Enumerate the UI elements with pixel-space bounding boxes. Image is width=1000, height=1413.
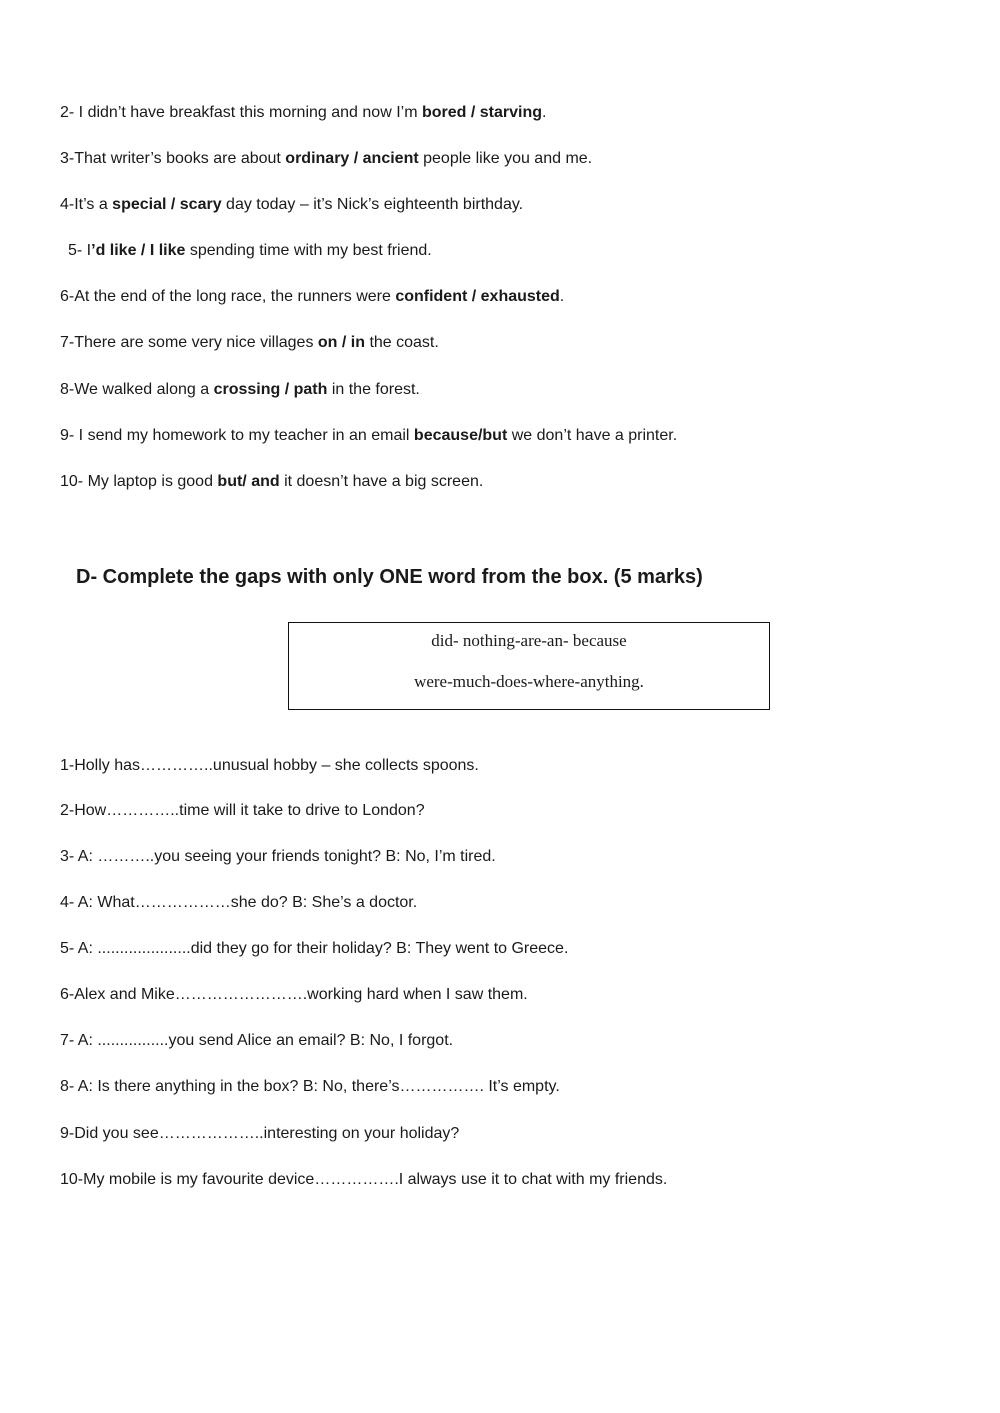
exercise-d-item-3: 3- A: ………..you seeing your friends tonight? B: No, I’m tired.: [60, 848, 496, 865]
item-text: people like you and me.: [418, 150, 593, 167]
item-text: 9- I send my homework to my teacher in an email: [60, 427, 414, 444]
exercise-c-item-3: [60, 149, 592, 169]
item-text: .: [559, 288, 565, 305]
exercise-c-item-2: [60, 103, 546, 123]
item-text: 6-At the end of the long race, the runners were: [60, 288, 396, 305]
item-choice: because/but: [413, 427, 508, 444]
section-d-heading: D- Complete the gaps with only ONE word from the box. (5 marks): [76, 566, 703, 588]
item-text: we don’t have a printer.: [507, 427, 678, 444]
item-choice: bored / starving: [421, 104, 542, 121]
word-box: [288, 622, 770, 710]
item-text: 2- I didn’t have breakfast this morning and now I’m: [60, 104, 422, 121]
item-text: day today – it’s Nick’s eighteenth birthday.: [221, 196, 524, 213]
exercise-d-item-9: 9-Did you see………………..interesting on your holiday?: [60, 1125, 460, 1142]
exercise-d-item-2: 2-How…………..time will it take to drive to London?: [60, 802, 425, 819]
exercise-d-item-1: 1-Holly has…………..unusual hobby – she collects spoons.: [60, 757, 479, 774]
item-text: 7-There are some very nice villages: [60, 334, 318, 351]
item-text: 10- My laptop is good: [60, 473, 218, 490]
item-text: spending time with my best friend.: [185, 242, 432, 259]
exercise-c-item-9: [60, 426, 677, 446]
item-choice: ordinary / ancient: [285, 150, 419, 167]
exercise-c-item-8: [60, 380, 420, 400]
exercise-c-item-6: [60, 287, 564, 307]
item-text: 3-That writer’s books are about: [60, 150, 286, 167]
exercise-d-item-6: 6-Alex and Mike…………………….working hard when I saw them.: [60, 986, 528, 1003]
exercise-c-item-5: [68, 241, 432, 261]
exercise-c-item-4: [60, 195, 523, 215]
item-text: .: [542, 104, 547, 121]
exercise-d-item-7: 7- A: ................you send Alice an email? B: No, I forgot.: [60, 1032, 454, 1049]
exercise-d-item-8: 8- A: Is there anything in the box? B: No, there’s……………. It’s empty.: [60, 1078, 560, 1095]
exercise-c-item-7: [60, 333, 439, 353]
item-choice: on / in: [317, 334, 365, 351]
item-text: 4-It’s a: [60, 196, 113, 213]
item-text: the coast.: [365, 334, 439, 351]
exercise-c-item-10: [60, 472, 483, 492]
exercise-d-item-5: 5- A: .....................did they go for their holiday? B: They went to Greece.: [60, 940, 569, 957]
item-text: in the forest.: [327, 381, 420, 398]
item-text: 8-We walked along a: [60, 381, 214, 398]
word-box-line-1: did- nothing-are-an- because: [431, 631, 627, 650]
item-text: it doesn’t have a big screen.: [279, 473, 484, 490]
exercise-d-item-10: 10-My mobile is my favourite device…………….I always use it to chat with my friends.: [60, 1171, 668, 1188]
item-choice: special / scary: [112, 196, 222, 213]
exercise-d-item-4: 4- A: What………………she do? B: She’s a doctor.: [60, 894, 418, 911]
item-choice: crossing / path: [213, 381, 328, 398]
item-choice: ’d like / I like: [91, 242, 186, 259]
item-choice: confident / exhausted: [395, 288, 560, 305]
word-box-line-2: were-much-does-where-anything.: [414, 672, 644, 691]
item-text: 5- I: [68, 242, 92, 259]
item-choice: but/ and: [217, 473, 280, 490]
